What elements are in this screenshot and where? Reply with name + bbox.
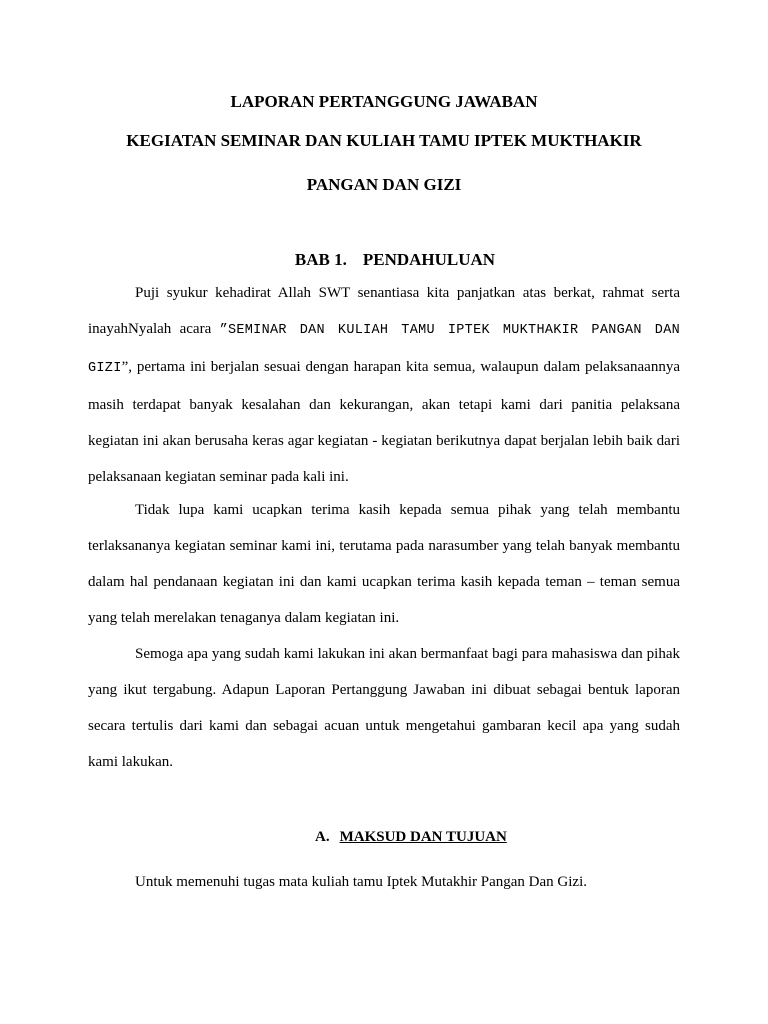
event-name-quote: ”SEMINAR DAN KULIAH TAMU IPTEK MUKTHAKIR PANGAN DAN GIZI [88,323,680,376]
section-a-text: Untuk memenuhi tugas mata kuliah tamu Iptek Mutakhir Pangan Dan Gizi. [135,874,587,890]
paragraph-intro [88,275,680,495]
section-a-letter: A. [315,829,330,845]
paragraph-intro-start: Puji syukur kehadirat Allah SWT senantiasa kita panjatkan atas berkat, rahmat serta inayahNyalah acara [88,285,680,337]
section-a-title: MAKSUD DAN TUJUAN [339,829,507,845]
chapter-title: PENDAHULUAN [362,250,496,269]
paragraph-hope: Semoga apa yang sudah kami lakukan ini akan bermanfaat bagi para mahasiswa dan pihak yang ikut tergabung. Adapun Laporan Pertanggung Jawaban ini dibuat sebagai bentuk laporan secara tertulis dari kami dan sebagai acuan untuk mengetahui gambaran kecil apa yang sudah kami lakukan. [88,646,680,770]
paragraph-thanks: Tidak lupa kami ucapkan terima kasih kepada semua pihak yang telah membantu terlaksananya kegiatan seminar kami ini, terutama pada narasumber yang telah banyak membantu dalam hal pendanaan kegiatan ini dan kami ucapkan terima kasih kepada teman – teman semua yang telah merelakan tenaganya dalam kegiatan ini. [88,502,680,626]
paragraph-intro-end: ”, pertama ini berjalan sesuai dengan harapan kita semua, walaupun dalam pelaksanaannya masih terdapat banyak kesalahan dan kekurangan, akan tetapi kami dari panitia pelaksana kegiatan ini akan berusaha keras agar kegiatan - kegiatan berikutnya dapat berjalan lebih baik dari pelaksanaan kegiatan seminar pada kali ini. [88,359,680,485]
section-a-heading [315,829,521,846]
report-title-line-3: PANGAN DAN GIZI [306,175,462,194]
report-title-line-2: KEGIATAN SEMINAR DAN KULIAH TAMU IPTEK MUKTHAKIR [126,131,642,150]
report-title-line-1: LAPORAN PERTANGGUNG JAWABAN [230,92,538,111]
chapter-heading [0,250,768,270]
chapter-number: BAB 1. [294,250,347,269]
